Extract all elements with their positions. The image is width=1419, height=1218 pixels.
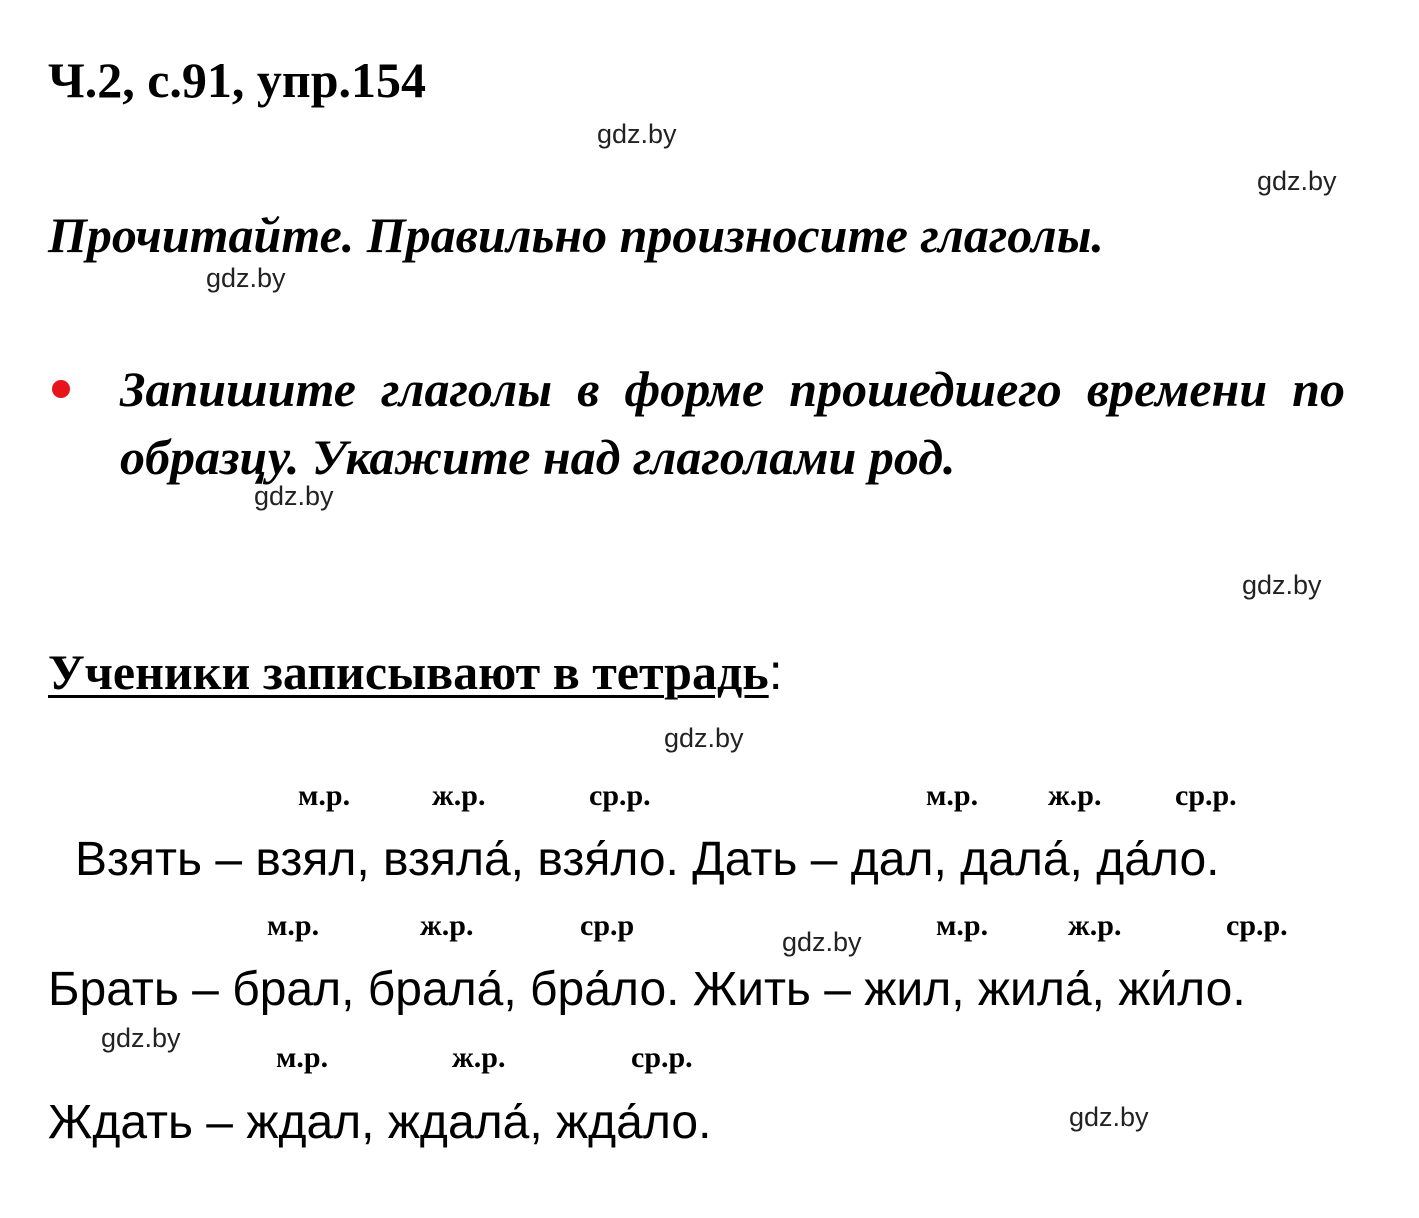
gender-label: ж.р. — [420, 909, 474, 942]
answer-heading-colon: : — [768, 644, 783, 700]
gender-label: ср.р. — [1226, 909, 1288, 942]
answer-line: Взять – взял, взяла́, взя́ло. Дать – дал, дала́, да́ло. — [75, 833, 1220, 886]
watermark: gdz.by — [1242, 570, 1322, 600]
answer-line: Ждать – ждал, ждала́, жда́ло. — [48, 1096, 712, 1149]
gender-label: ж.р. — [452, 1041, 506, 1074]
gender-label: м.р. — [267, 909, 320, 942]
gender-label: ж.р. — [1068, 909, 1122, 942]
watermark: gdz.by — [101, 1023, 181, 1053]
gender-label: ср.р. — [1175, 779, 1237, 812]
gender-label: ж.р. — [1048, 779, 1102, 812]
watermark: gdz.by — [782, 927, 862, 957]
watermark: gdz.by — [254, 481, 334, 511]
gender-label: ср.р. — [589, 779, 651, 812]
task-instruction: Прочитайте. Правильно произносите глаголы. — [48, 207, 1104, 263]
gender-label: ср.р — [580, 909, 635, 942]
answer-heading-text: Ученики записывают в тетрадь — [48, 644, 769, 700]
watermark: gdz.by — [597, 119, 677, 149]
bullet-dot-icon — [52, 380, 70, 398]
gender-label: м.р. — [298, 779, 351, 812]
watermark: gdz.by — [1257, 166, 1337, 196]
watermark: gdz.by — [206, 263, 286, 293]
bullet-instruction: Запишите глаголы в форме прошедшего времени по образцу. Укажите над глаголами род. — [120, 361, 1345, 485]
gender-label: м.р. — [936, 909, 989, 942]
watermark: gdz.by — [1069, 1102, 1149, 1132]
gender-label: ж.р. — [432, 779, 486, 812]
answer-line: Брать – брал, брала́, бра́ло. Жить – жил, жила́, жи́ло. — [48, 963, 1246, 1016]
watermark: gdz.by — [664, 723, 744, 753]
page-title: Ч.2, с.91, упр.154 — [48, 52, 427, 108]
gender-label: м.р. — [926, 779, 979, 812]
gender-label: ср.р. — [631, 1041, 693, 1074]
answer-heading — [48, 640, 783, 704]
gender-label: м.р. — [276, 1041, 329, 1074]
